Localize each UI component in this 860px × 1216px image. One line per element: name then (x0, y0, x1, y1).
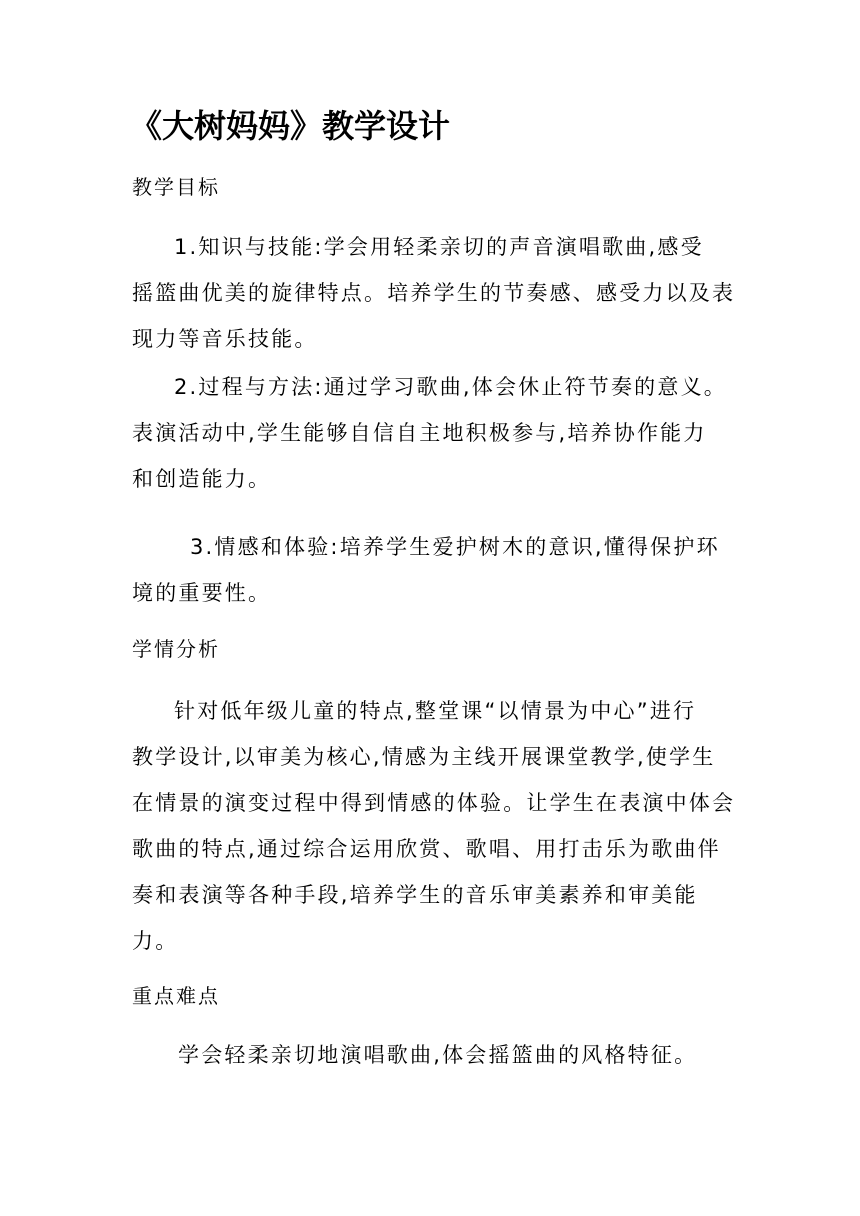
paragraph-line: 3.情感和体验:培养学生爱护树木的意识,懂得保护环 (190, 535, 720, 559)
paragraph-line: 力。 (132, 929, 179, 953)
paragraph-goal-knowledge (132, 224, 736, 362)
paragraph-line: 现力等音乐技能。 (132, 327, 318, 351)
paragraph-line: 境的重要性。 (132, 581, 272, 605)
paragraph-line: 在情景的演变过程中得到情感的体验。让学生在表演中体会 (132, 791, 736, 815)
paragraph-line: 歌曲的特点,通过综合运用欣赏、歌唱、用打击乐为歌曲伴 (132, 837, 721, 861)
paragraph-line: 1.知识与技能:学会用轻柔亲切的声音演唱歌曲,感受 (174, 235, 704, 259)
paragraph-line: 教学设计,以审美为核心,情感为主线开展课堂教学,使学生 (132, 745, 716, 769)
paragraph-student-analysis (132, 688, 736, 964)
paragraph-line: 针对低年级儿童的特点,整堂课“以情景为中心”进行 (174, 699, 697, 723)
heading-key-points: 重点难点 (132, 984, 220, 1008)
paragraph-line: 和创造能力。 (132, 467, 272, 491)
paragraph-goal-emotion (132, 524, 732, 616)
heading-student-analysis: 学情分析 (132, 637, 220, 661)
paragraph-line: 学会轻柔亲切地演唱歌曲,体会摇篮曲的风格特征。 (178, 1043, 698, 1067)
paragraph-line: 表演活动中,学生能够自信自主地积极参与,培养协作能力 (132, 421, 707, 445)
paragraph-key-points (132, 1032, 732, 1078)
paragraph-goal-process (132, 364, 732, 502)
heading-teaching-goals: 教学目标 (132, 175, 220, 199)
paragraph-line: 摇篮曲优美的旋律特点。培养学生的节奏感、感受力以及表 (132, 281, 736, 305)
paragraph-line: 2.过程与方法:通过学习歌曲,体会休止符节奏的意义。 (174, 375, 727, 399)
document-title: 《大树妈妈》教学设计 (130, 107, 451, 145)
paragraph-line: 奏和表演等各种手段,培养学生的音乐审美素养和审美能 (132, 883, 698, 907)
